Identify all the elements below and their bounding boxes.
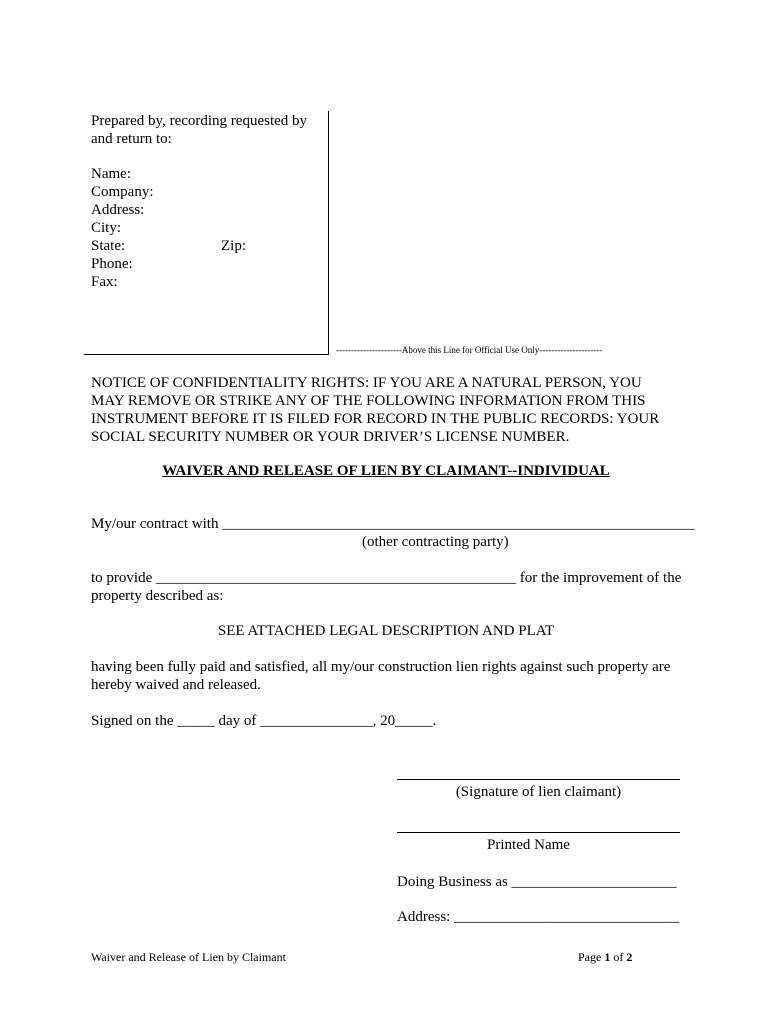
other-party-caption: (other contracting party) [362, 534, 509, 550]
provide-line: to provide ________________________________________________ for the improvement of the [91, 570, 682, 586]
prepared-by-line-2: and return to: [91, 131, 172, 147]
page-number [578, 948, 632, 966]
page-of: of [613, 950, 624, 964]
notice-line-1: NOTICE OF CONFIDENTIALITY RIGHTS: IF YOU ARE A NATURAL PERSON, YOU [91, 375, 642, 391]
city-label: City: [91, 220, 122, 236]
contract-line: My/our contract with _______________________________________________________________ [91, 516, 695, 532]
notice-line-3: INSTRUMENT BEFORE IT IS FILED FOR RECORD IN THE PUBLIC RECORDS: YOUR [91, 411, 660, 427]
recording-box-vertical-rule [328, 111, 329, 355]
recording-box-horizontal-rule [84, 354, 329, 355]
signed-date-line: Signed on the _____ day of _______________, 20_____. [91, 713, 437, 729]
signature-rule [397, 779, 680, 780]
confidentiality-notice [91, 374, 681, 446]
name-label: Name: [91, 166, 131, 182]
footer-title: Waiver and Release of Lien by Claimant [91, 950, 286, 964]
state-label: State: [91, 238, 126, 254]
zip-label: Zip: [221, 238, 246, 254]
address-label: Address: [91, 202, 145, 218]
legal-description: SEE ATTACHED LEGAL DESCRIPTION AND PLAT [217, 623, 555, 639]
page-prefix: Page [578, 950, 602, 964]
signature-address-line: Address: ______________________________ [397, 909, 680, 925]
property-line: property described as: [91, 588, 224, 604]
paid-line-2: hereby waived and released. [91, 677, 261, 693]
official-use-line: ----------------------Above this Line for Official Use Only--------------------- [336, 345, 603, 355]
signature-caption: (Signature of lien claimant) [455, 784, 622, 800]
document-title: WAIVER AND RELEASE OF LIEN BY CLAIMANT--INDIVIDUAL [162, 463, 610, 479]
page-current: 1 [604, 950, 611, 964]
notice-line-2: MAY REMOVE OR STRIKE ANY OF THE FOLLOWING INFORMATION FROM THIS [91, 393, 646, 409]
phone-label: Phone: [91, 256, 133, 272]
page-total: 2 [626, 950, 633, 964]
printed-name-rule [397, 832, 680, 833]
doing-business-as-line: Doing Business as ______________________ [397, 874, 677, 890]
paid-line-1: having been fully paid and satisfied, all my/our construction lien rights against such property are [91, 659, 671, 675]
prepared-by-line-1: Prepared by, recording requested by [91, 113, 308, 129]
company-label: Company: [91, 184, 154, 200]
printed-name-caption: Printed Name [487, 837, 570, 853]
notice-line-4: SOCIAL SECURITY NUMBER OR YOUR DRIVER’S LICENSE NUMBER. [91, 429, 570, 445]
fax-label: Fax: [91, 274, 118, 290]
